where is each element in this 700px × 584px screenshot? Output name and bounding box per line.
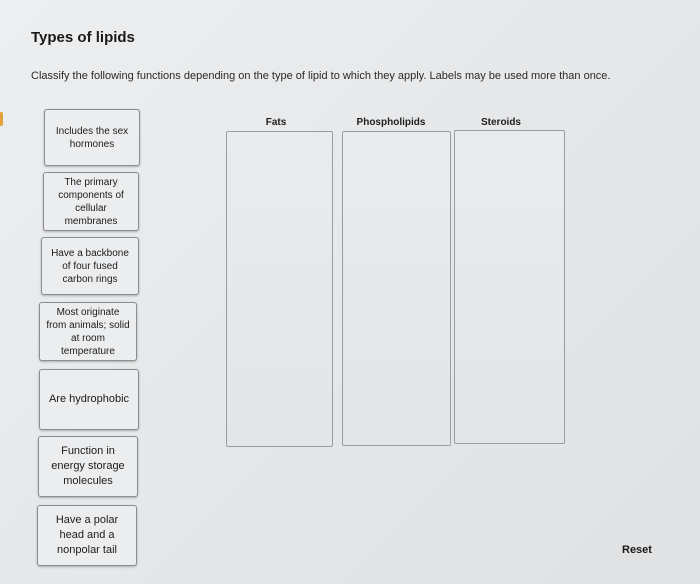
drop-zone-steroids[interactable] [454, 130, 565, 444]
drop-zone-phospholipids[interactable] [342, 131, 451, 446]
label-card-polar-head[interactable]: Have a polar head and a nonpolar tail [37, 505, 137, 566]
drop-zone-fats[interactable] [226, 131, 333, 447]
label-card-energy-storage[interactable]: Function in energy storage molecules [38, 436, 138, 497]
label-card-fused-carbon-rings[interactable]: Have a backbone of four fused carbon rings [41, 237, 139, 295]
category-header-phospholipids: Phospholipids [356, 117, 426, 128]
label-card-sex-hormones[interactable]: Includes the sex hormones [44, 109, 140, 166]
category-header-steroids: Steroids [480, 117, 521, 128]
reset-button[interactable]: Reset [622, 544, 652, 556]
page-title: Types of lipids [31, 29, 135, 46]
label-card-cellular-membranes[interactable]: The primary components of cellular membranes [43, 172, 139, 231]
label-card-animal-origin-solid[interactable]: Most originate from animals; solid at room temperature [39, 302, 137, 361]
focus-marker [0, 112, 3, 126]
category-header-fats: Fats [265, 117, 287, 128]
label-card-hydrophobic[interactable]: Are hydrophobic [39, 369, 139, 430]
instructions-text: Classify the following functions depending on the type of lipid to which they apply. Labels may be used more than once. [31, 70, 611, 82]
